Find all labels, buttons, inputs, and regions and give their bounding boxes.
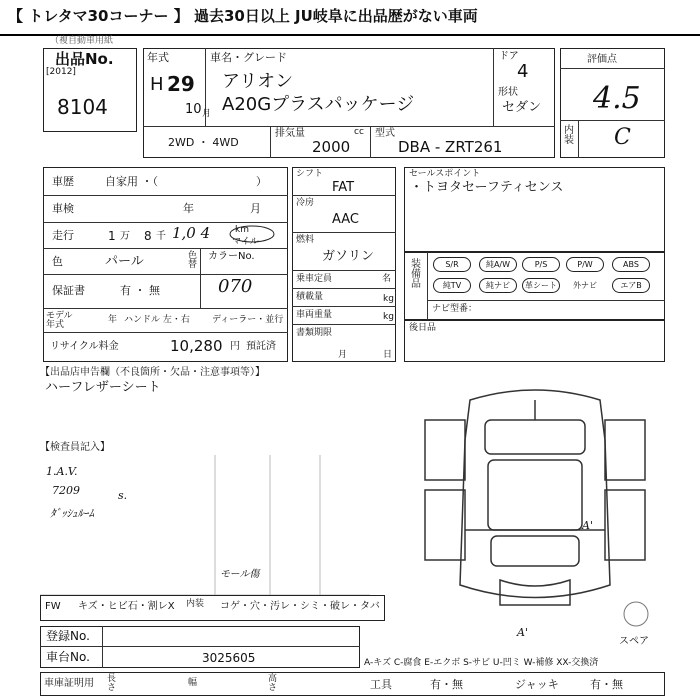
damage-value2: コゲ・穴・汚レ・シミ・破レ・タバ	[220, 601, 380, 612]
color-label: 色	[52, 255, 63, 268]
mileage-d1: 1	[108, 229, 116, 243]
opt-navi: 純ナビ	[479, 278, 517, 293]
opt-leather: 革シート	[522, 278, 560, 293]
inspection-label: 車検	[52, 202, 74, 215]
history-value: 自家用 ・（	[105, 175, 158, 188]
color-code-label: カラーNo.	[208, 251, 255, 262]
cert-height: 高さ	[268, 674, 278, 693]
lot-year-tag: [2012]	[46, 67, 76, 77]
capacity-label: 乗車定員	[296, 274, 333, 284]
capacity-unit: 名	[382, 274, 392, 284]
mileage-d2: 8	[144, 229, 152, 243]
score-label: 評価点	[587, 54, 617, 65]
after-box	[404, 320, 665, 362]
subheader: （複自動車用紙	[50, 36, 114, 46]
doc-label: 書類期限	[296, 328, 333, 338]
displacement-unit: cc	[354, 127, 364, 137]
diagram-mark-2: A'	[517, 626, 528, 639]
damage-value: キズ・ヒビ石・割レX	[78, 601, 175, 612]
weight-unit: kg	[383, 312, 394, 322]
mileage-mile: マイル	[232, 237, 259, 247]
mileage-u2: 千	[156, 231, 166, 242]
spare-label: スペア	[619, 636, 649, 647]
car-diagram	[405, 380, 665, 620]
doors-label: ドア	[499, 51, 519, 62]
inspector-line5: モール傷	[220, 569, 260, 580]
opt-sr: S/R	[433, 257, 471, 272]
fuel-value: ガソリン	[322, 249, 375, 264]
interior-label: 内装	[564, 125, 574, 146]
selling-point-label: セールスポイント	[409, 169, 481, 179]
recycle-label: リサイクル料金	[50, 341, 119, 352]
shift-label: シフト	[296, 169, 324, 179]
damage-in: 内装	[186, 599, 205, 609]
after-label: 後日品	[409, 323, 437, 333]
displacement-label: 排気量	[275, 128, 305, 139]
mileage-label: 走行	[52, 229, 74, 242]
equipment-label: 装備品	[411, 259, 421, 290]
year-value: 29	[167, 72, 195, 96]
load-unit: kg	[383, 294, 394, 304]
interior-value: C	[614, 125, 631, 150]
car-name: アリオン	[222, 71, 294, 92]
cert-length: 長さ	[107, 674, 117, 693]
notes-label: 【出品店申告欄（不良箇所・欠品・注意事項等）】	[40, 367, 265, 378]
inspector-line2: 7209	[52, 484, 80, 497]
damage-label: FW	[45, 601, 61, 612]
modelyear-handle: ハンドル 左・右	[124, 315, 190, 325]
inspection-month: 月	[250, 202, 261, 215]
inspector-line1: 1.A.V.	[46, 465, 78, 478]
notes-value: ハーフレザーシート	[45, 380, 161, 395]
banner	[0, 0, 700, 36]
doc-day: 日	[383, 350, 393, 360]
year-month: 10	[185, 102, 202, 117]
chassis-value: 3025605	[202, 651, 256, 665]
recycle-value: 10,280	[170, 337, 223, 355]
recycle-unit: 円	[230, 341, 240, 352]
inspection-year: 年	[183, 202, 194, 215]
year-era: H	[150, 74, 164, 95]
opt-pw: P/W	[566, 257, 604, 272]
color-change-label: 色替	[188, 251, 198, 270]
modelyear-year: 年	[108, 315, 118, 325]
spare-tire-icon	[622, 600, 650, 628]
color-value: パール	[105, 254, 144, 269]
opt-ps: P/S	[522, 257, 560, 272]
car-grade: A20Gプラスパッケージ	[222, 94, 415, 115]
mileage-hand: 1,0 4	[172, 224, 211, 242]
legend: A-キズ C-腐食 E-エクボ S-サビ U-凹ミ W-補修 XX-交換済	[364, 658, 599, 668]
inspector-label: 【検査員記入】	[40, 442, 110, 453]
tools-value: 有・無	[430, 678, 463, 691]
drive-value: 2WD ・ 4WD	[168, 136, 239, 149]
opt-tv: 純TV	[433, 278, 471, 293]
model-label: 型式	[375, 128, 395, 139]
cert-label: 車庫証明用	[44, 678, 94, 689]
shape-label: 形状	[498, 87, 518, 98]
inspector-line3: ﾀﾞｯｼｭﾙｰﾑ	[50, 507, 94, 520]
mileage-km-circle	[226, 222, 280, 248]
recycle-note: 預託済	[246, 341, 276, 352]
tools-label: 工具	[370, 678, 392, 691]
modelyear-label: モデル年式	[46, 311, 73, 330]
registration-label: 登録No.	[46, 629, 90, 643]
shift-value: FAT	[332, 180, 355, 195]
color-code: 070	[218, 276, 253, 297]
fuel-label: 燃料	[296, 235, 315, 245]
warranty-label: 保証書	[52, 284, 85, 297]
doc-month: 月	[338, 350, 348, 360]
displacement-value: 2000	[312, 138, 351, 156]
inspector-grid	[40, 455, 370, 595]
opt-airbag: エアB	[612, 278, 650, 293]
ac-label: 冷房	[296, 198, 315, 208]
year-label: 年式	[147, 51, 169, 64]
year-month-unit: 月	[202, 109, 212, 119]
shape-value: セダン	[502, 100, 542, 115]
history-label: 車歴	[52, 175, 74, 188]
bottom-row	[40, 672, 665, 696]
selling-point-value: ・トヨタセーフティセンス	[410, 180, 564, 195]
diagram-mark-1: A'	[582, 519, 593, 532]
load-label: 積載量	[296, 292, 324, 302]
opt-extnavi: 外ナビ	[573, 281, 597, 290]
doors-value: 4	[517, 61, 529, 82]
model-value: DBA - ZRT261	[398, 138, 503, 156]
opt-abs: ABS	[612, 257, 650, 272]
history-close: ）	[256, 175, 267, 188]
chassis-label: 車台No.	[46, 650, 90, 664]
mileage-u1: 万	[120, 231, 130, 242]
lot-number: 8104	[57, 95, 108, 119]
opt-aw: 純A/W	[479, 257, 517, 272]
car-label: 車名・グレード	[210, 51, 287, 64]
jack-value: 有・無	[590, 678, 623, 691]
banner-text: 【 トレタマ30コーナー 】 過去30日以上 JU岐阜に出品歴がない車両	[8, 7, 478, 25]
score-value: 4.5	[593, 81, 641, 116]
cert-width: 幅	[188, 678, 198, 688]
ac-value: AAC	[332, 212, 359, 227]
modelyear-dealer: ディーラー・並行	[212, 315, 284, 325]
jack-label: ジャッキ	[515, 678, 559, 691]
inspector-line4: s.	[118, 489, 128, 502]
warranty-value: 有 ・ 無	[120, 284, 160, 297]
weight-label: 車両重量	[296, 310, 333, 320]
lot-label: 出品No.	[55, 50, 114, 68]
navi-model: ナビ型番：	[432, 304, 478, 314]
mileage-km: km	[235, 225, 249, 235]
